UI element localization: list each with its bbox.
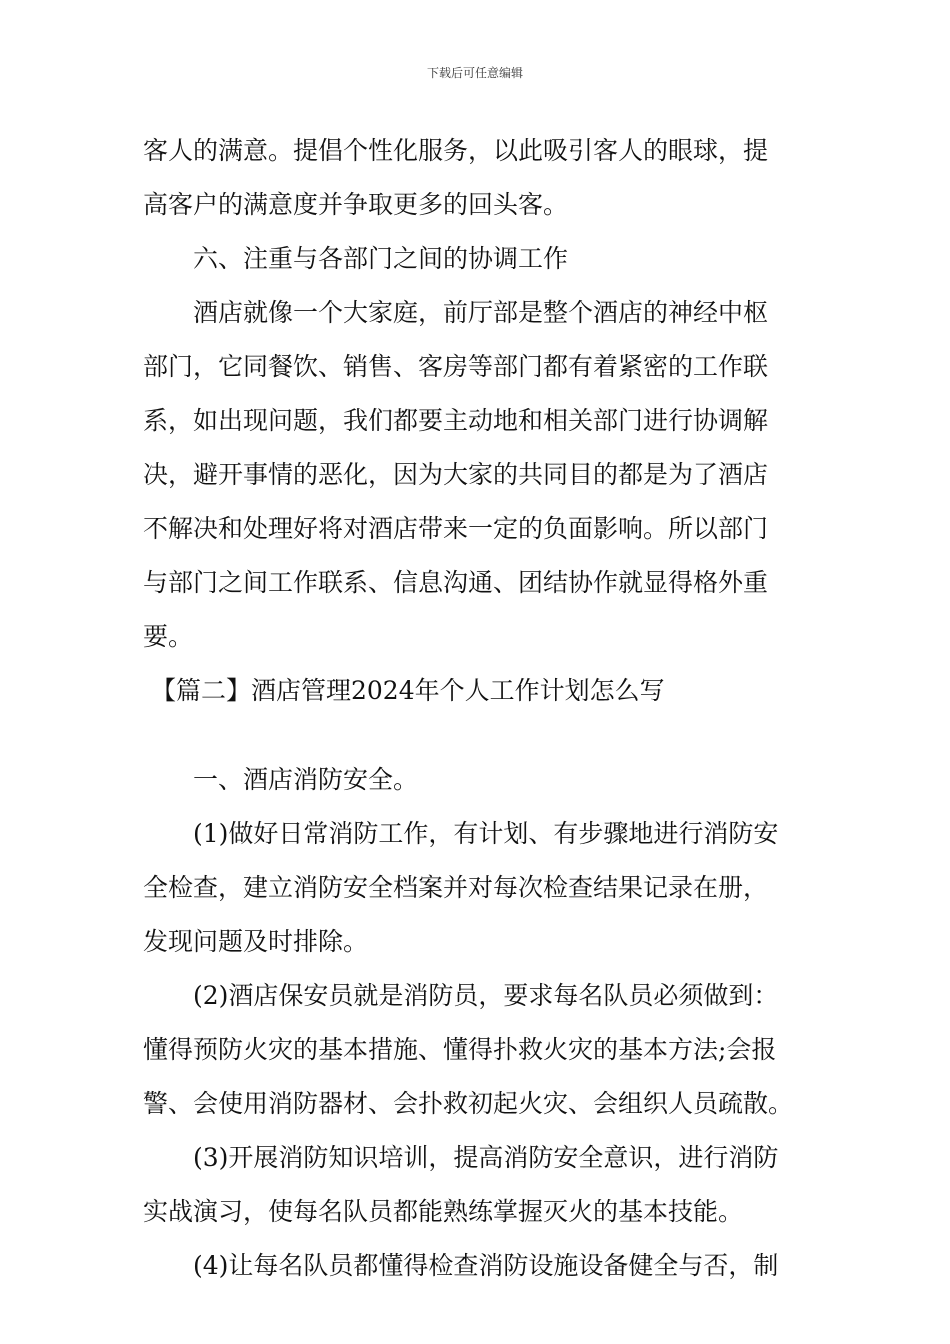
- paragraph-line: 不解决和处理好将对酒店带来一定的负面影响。所以部门: [143, 514, 769, 543]
- paragraph-line: 酒店就像一个大家庭，前厅部是整个酒店的神经中枢: [193, 298, 769, 327]
- section-heading: 一、酒店消防安全。: [193, 765, 419, 794]
- paragraph-line: 警、会使用消防器材、会扑救初起火灾、会组织人员疏散。: [143, 1089, 794, 1118]
- paragraph-line: 懂得预防火灾的基本措施、懂得扑救火灾的基本方法;会报: [143, 1035, 777, 1064]
- paragraph-line: 与部门之间工作联系、信息沟通、团结协作就显得格外重: [143, 568, 769, 597]
- article-title: 【篇二】酒店管理2024年个人工作计划怎么写: [151, 676, 665, 705]
- paragraph-line: 决，避开事情的恶化，因为大家的共同目的都是为了酒店: [143, 460, 769, 489]
- paragraph-line: (3)开展消防知识培训，提高消防安全意识，进行消防: [193, 1143, 779, 1172]
- paragraph-line: (1)做好日常消防工作，有计划、有步骤地进行消防安: [193, 819, 779, 848]
- section-heading: 六、注重与各部门之间的协调工作: [193, 244, 569, 273]
- paragraph-line: 实战演习，使每名队员都能熟练掌握灭火的基本技能。: [143, 1197, 744, 1226]
- spacer: [143, 718, 807, 753]
- paragraph-line: 部门，它同餐饮、销售、客房等部门都有着紧密的工作联: [143, 352, 769, 381]
- paragraph-line: 要。: [143, 622, 194, 651]
- paragraph-line: 系，如出现问题，我们都要主动地和相关部门进行协调解: [143, 406, 769, 435]
- paragraph-line: 全检查，建立消防安全档案并对每次检查结果记录在册，: [143, 873, 769, 902]
- document-body: [143, 124, 807, 1293]
- page-header-note: 下载后可任意编辑: [426, 66, 523, 80]
- paragraph-line: 客人的满意。提倡个性化服务，以此吸引客人的眼球，提: [143, 136, 769, 165]
- paragraph-line: 发现问题及时排除。: [143, 927, 369, 956]
- paragraph-line: (4)让每名队员都懂得检查消防设施设备健全与否，制: [193, 1251, 779, 1280]
- paragraph-line: 高客户的满意度并争取更多的回头客。: [143, 190, 569, 219]
- paragraph-line: (2)酒店保安员就是消防员，要求每名队员必须做到：: [193, 981, 779, 1010]
